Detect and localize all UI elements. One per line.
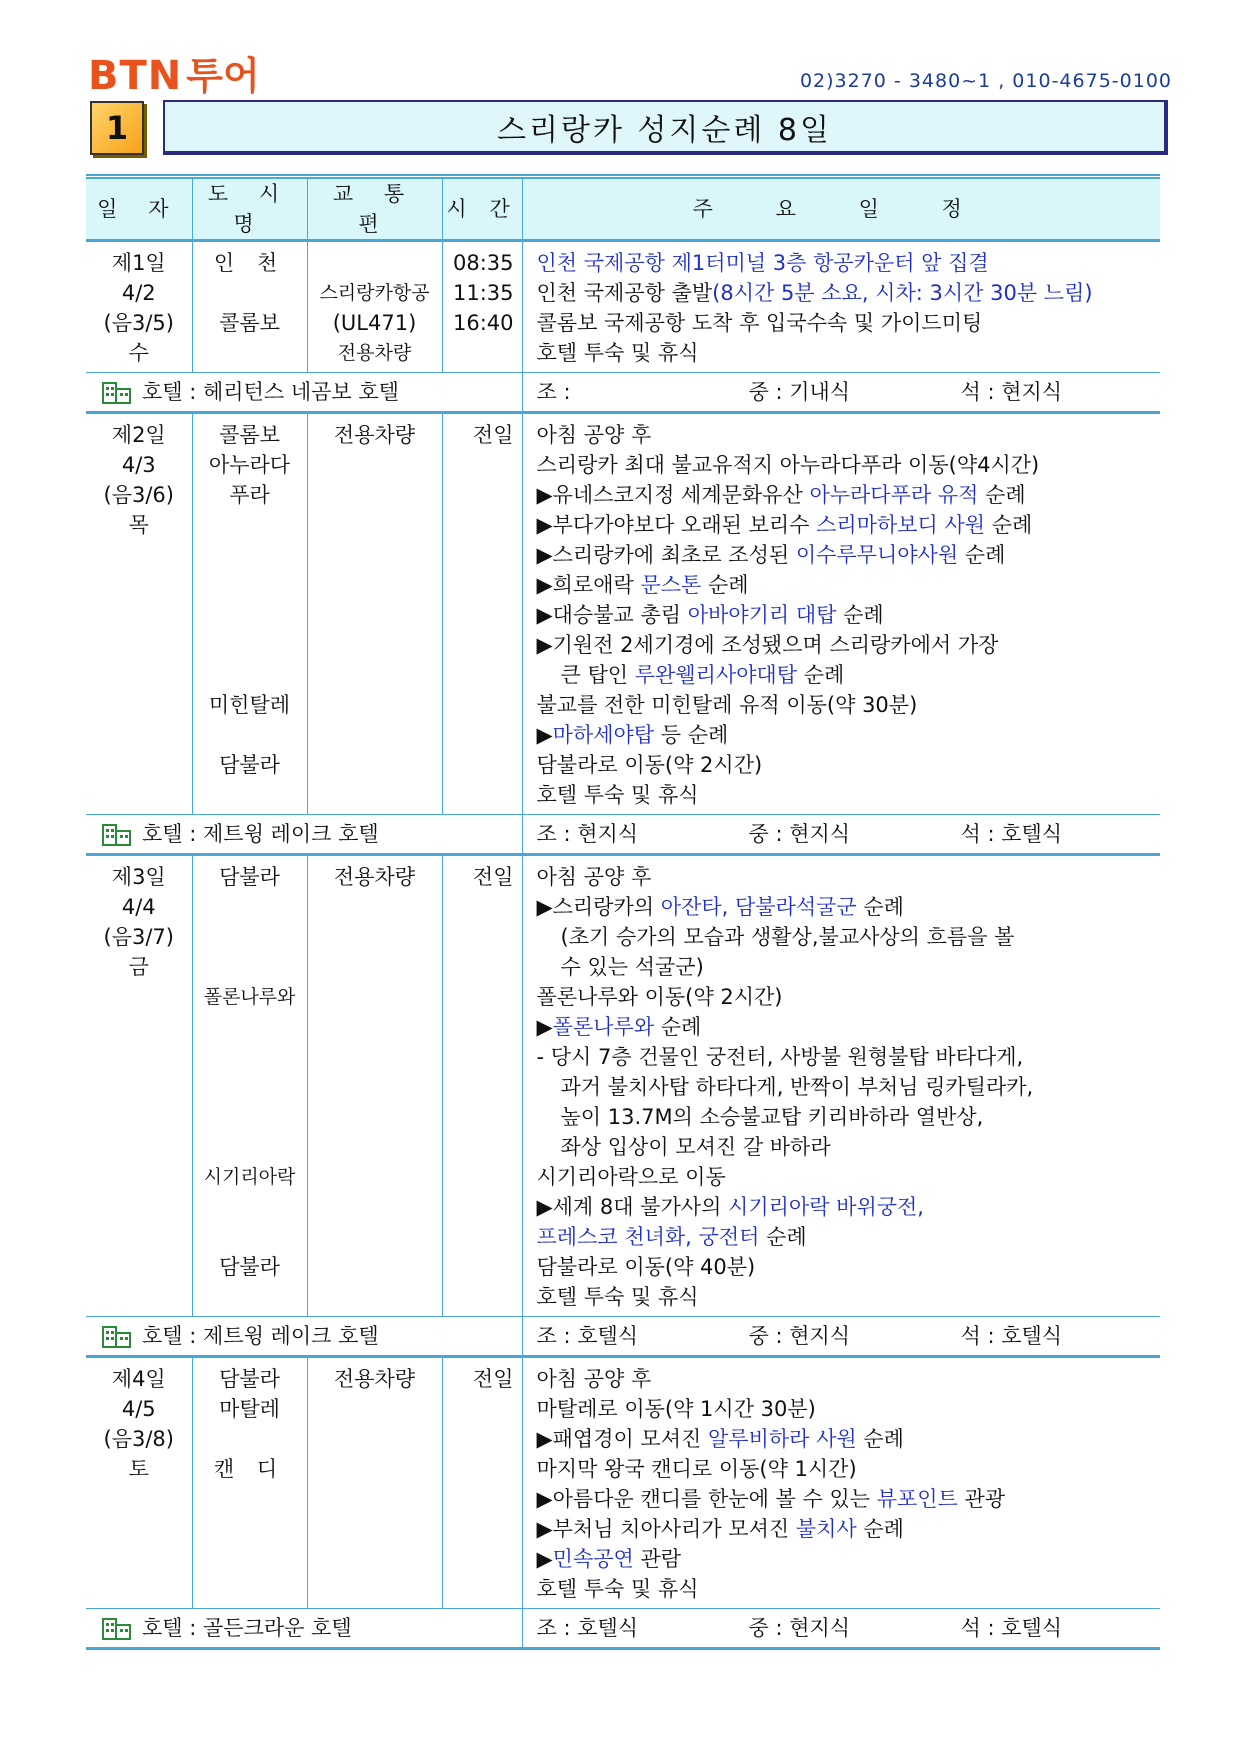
schedule-text: 순례 — [759, 1225, 807, 1249]
time: 전일 — [472, 423, 514, 447]
hotel-name: 호텔 : 제트윙 레이크 호텔 — [142, 1324, 379, 1348]
hotel-meal-row-1 — [86, 373, 1160, 413]
schedule-line: 담불라로 이동(약 40분) — [536, 1255, 756, 1279]
day-cities — [192, 241, 307, 373]
day-transport — [307, 855, 442, 1317]
meal-dinner: 석 : 호텔식 — [960, 1324, 1063, 1348]
time: 08:35 — [452, 251, 514, 275]
city: 미힌탈레 — [208, 693, 291, 717]
day-weekday: 금 — [128, 955, 149, 979]
schedule-highlight: 민속공연 — [552, 1547, 634, 1571]
schedule-text: 순례 — [958, 543, 1006, 567]
logo-suffix: 투어 — [186, 54, 260, 98]
day-cities — [192, 1357, 307, 1609]
day-date — [86, 1357, 192, 1609]
hotel-info — [86, 377, 522, 407]
day-schedule — [522, 413, 1160, 815]
schedule-text: 순례 — [856, 895, 904, 919]
schedule-line: 과거 불치사탑 하타다게, 반짝이 부처님 링카틸라카, — [560, 1075, 1034, 1099]
schedule-text: 순례 — [856, 1427, 904, 1451]
day-schedule — [522, 241, 1160, 373]
schedule-text: 순례 — [797, 663, 845, 687]
day-weekday: 목 — [128, 513, 149, 537]
day-lunar-date: (음3/8) — [103, 1427, 174, 1451]
day-cities — [192, 855, 307, 1317]
day-row-4 — [86, 1357, 1160, 1609]
city: 담불라 — [219, 753, 280, 777]
day-row-1 — [86, 241, 1160, 373]
schedule-text: 관광 — [957, 1487, 1006, 1511]
table-header — [86, 177, 1160, 241]
day-lunar-date: (음3/7) — [103, 925, 174, 949]
schedule-line — [537, 480, 1161, 510]
schedule-highlight: 뷰포인트 — [876, 1487, 958, 1511]
transport: (UL471) — [332, 311, 417, 335]
schedule-line: 불교를 전한 미힌탈레 유적 이동(약 30분) — [536, 693, 918, 717]
meal-dinner: 석 : 호텔식 — [960, 1616, 1063, 1640]
schedule-line — [537, 892, 1161, 922]
schedule-text: 인천 국제공항 출발 — [536, 281, 713, 305]
logo-brand: BTN — [88, 53, 183, 99]
day-weekday: 수 — [128, 341, 149, 365]
schedule-text: ▶ — [536, 1547, 553, 1571]
schedule-text: 순례 — [701, 573, 749, 597]
city: 인 천 — [213, 251, 286, 275]
building-icon — [102, 1616, 132, 1640]
meal-lunch: 중 : 현지식 — [748, 822, 851, 846]
city — [193, 278, 307, 308]
hotel-name: 호텔 : 제트윙 레이크 호텔 — [142, 822, 379, 846]
city: 담불라 — [219, 1255, 280, 1279]
time: 16:40 — [452, 311, 514, 335]
day-label: 제3일 — [111, 865, 166, 889]
schedule-text: ▶유네스코지정 세계문화유산 — [536, 483, 810, 507]
day-row-2 — [86, 413, 1160, 815]
schedule-line: 인천 국제공항 제1터미널 3층 항공카운터 앞 집결 — [536, 251, 989, 275]
hotel-meal-row-2 — [86, 815, 1160, 855]
schedule-line: 담불라로 이동(약 2시간) — [536, 753, 763, 777]
schedule-line: 시기리아락으로 이동 — [536, 1165, 726, 1189]
schedule-text: ▶패엽경이 모셔진 — [536, 1427, 709, 1451]
day-lunar-date: (음3/6) — [103, 483, 174, 507]
schedule-line: 수 있는 석굴군) — [560, 955, 704, 979]
hotel-info — [86, 1321, 522, 1351]
day-times — [442, 1357, 522, 1609]
col-city: 도 시 명 — [192, 177, 307, 241]
schedule-line — [537, 1012, 1161, 1042]
schedule-line: 높이 13.7M의 소승불교탑 키리바하라 열반상, — [560, 1105, 984, 1129]
building-icon — [102, 380, 132, 404]
schedule-line: 아침 공양 후 — [536, 1367, 652, 1391]
schedule-highlight: 마하세야탑 — [552, 723, 655, 747]
city: 시기리아락 — [203, 1166, 296, 1188]
schedule-text: 큰 탑인 — [560, 663, 635, 687]
schedule-text: ▶대승불교 총림 — [536, 603, 688, 627]
schedule-highlight: 문스톤 — [640, 573, 702, 597]
col-time: 시 간 — [442, 177, 522, 241]
building-icon — [102, 822, 132, 846]
day-label: 제2일 — [111, 423, 166, 447]
page-title: 스리랑카 성지순례 8일 — [163, 100, 1168, 155]
meal-breakfast: 조 : 호텔식 — [536, 1616, 639, 1640]
meal-lunch: 중 : 현지식 — [748, 1324, 851, 1348]
col-transport: 교 통 편 — [307, 177, 442, 241]
meals — [537, 819, 1161, 849]
schedule-line: 호텔 투숙 및 휴식 — [536, 1285, 699, 1309]
schedule-text: ▶희로애락 — [536, 573, 641, 597]
schedule-line: 콜롬보 국제공항 도착 후 입국수속 및 가이드미팅 — [536, 311, 983, 335]
day-transport — [307, 241, 442, 373]
brand-logo — [88, 50, 260, 99]
schedule-line: 호텔 투숙 및 휴식 — [536, 783, 699, 807]
schedule-line: 호텔 투숙 및 휴식 — [536, 341, 699, 365]
time: 11:35 — [452, 281, 514, 305]
col-schedule: 주 요 일 정 — [522, 177, 1160, 241]
day-date — [86, 855, 192, 1317]
city: 푸라 — [229, 483, 270, 507]
schedule-text: 순례 — [985, 513, 1033, 537]
day-schedule — [522, 1357, 1160, 1609]
meal-lunch: 중 : 기내식 — [748, 380, 851, 404]
day-cities — [192, 413, 307, 815]
itinerary-sheet — [86, 174, 1160, 1650]
city: 마탈레 — [219, 1397, 280, 1421]
schedule-highlight: 폴론나루와 — [552, 1015, 655, 1039]
city — [193, 338, 307, 368]
hotel-info — [86, 1613, 522, 1643]
schedule-line — [537, 600, 1161, 630]
building-icon — [102, 1324, 132, 1348]
schedule-line — [537, 1544, 1161, 1574]
schedule-text: ▶아름다운 캔디를 한눈에 볼 수 있는 — [536, 1487, 877, 1511]
meal-breakfast: 조 : 현지식 — [536, 822, 639, 846]
hotel-info — [86, 819, 522, 849]
schedule-highlight: 시기리아락 바위궁전, — [728, 1195, 924, 1219]
schedule-text: ▶부다가야보다 오래된 보리수 — [536, 513, 817, 537]
day-schedule — [522, 855, 1160, 1317]
schedule-text: 등 순례 — [654, 723, 729, 747]
schedule-highlight: 프레스코 천녀화, 궁전터 — [536, 1225, 760, 1249]
schedule-line — [537, 540, 1161, 570]
schedule-line: 폴론나루와 이동(약 2시간) — [536, 985, 783, 1009]
meal-breakfast: 조 : — [536, 380, 571, 404]
day-transport — [307, 413, 442, 815]
schedule-line: 아침 공양 후 — [536, 423, 652, 447]
schedule-line: 스리랑카 최대 불교유적지 아누라다푸라 이동(약4시간) — [536, 453, 1040, 477]
schedule-text: 순례 — [978, 483, 1026, 507]
hotel-name: 호텔 : 헤리턴스 네곰보 호텔 — [142, 380, 399, 404]
schedule-line — [537, 720, 1161, 750]
day-label: 제1일 — [111, 251, 166, 275]
schedule-line — [537, 1514, 1161, 1544]
day-times — [442, 855, 522, 1317]
schedule-text: ▶ — [536, 1015, 553, 1039]
schedule-line — [537, 660, 1161, 690]
schedule-line — [537, 570, 1161, 600]
transport: 전용차량 — [333, 423, 416, 447]
schedule-text: ▶세계 8대 불가사의 — [536, 1195, 729, 1219]
hotel-meal-row-3 — [86, 1317, 1160, 1357]
time: 전일 — [472, 865, 514, 889]
schedule-line: (초기 승가의 모습과 생활상,불교사상의 흐름을 볼 — [560, 925, 1015, 949]
meal-dinner: 석 : 호텔식 — [960, 822, 1063, 846]
day-date-value: 4/4 — [121, 895, 156, 919]
transport: 전용차량 — [337, 342, 412, 364]
schedule-line: 호텔 투숙 및 휴식 — [536, 1577, 699, 1601]
transport — [308, 248, 442, 278]
schedule-highlight: 알루비하라 사원 — [708, 1427, 857, 1451]
itinerary-table — [86, 174, 1160, 1650]
time — [443, 338, 514, 368]
schedule-text: 순례 — [856, 1517, 904, 1541]
day-row-3 — [86, 855, 1160, 1317]
meals — [537, 1321, 1161, 1351]
schedule-line — [537, 1484, 1161, 1514]
schedule-highlight: 루완웰리사야대탑 — [634, 663, 798, 687]
city: 아누라다 — [208, 453, 291, 477]
transport: 전용차량 — [333, 865, 416, 889]
meals — [537, 1613, 1161, 1643]
page-number-badge: 1 — [90, 101, 144, 155]
schedule-highlight: 스리마하보디 사원 — [816, 513, 986, 537]
schedule-text: ▶ — [536, 723, 553, 747]
meal-dinner: 석 : 현지식 — [960, 380, 1063, 404]
schedule-highlight: 아잔타, 담불라석굴군 — [660, 895, 857, 919]
schedule-text: 관람 — [633, 1547, 682, 1571]
city: 폴론나루와 — [203, 986, 296, 1008]
city: 콜롬보 — [219, 423, 280, 447]
transport: 스리랑카항공 — [319, 282, 430, 304]
schedule-text: 순례 — [654, 1015, 702, 1039]
schedule-highlight: 이수루무니야사원 — [795, 543, 959, 567]
day-label: 제4일 — [111, 1367, 166, 1391]
schedule-line — [537, 278, 1161, 308]
schedule-text: 순례 — [836, 603, 884, 627]
city: 콜롬보 — [219, 311, 280, 335]
schedule-highlight: 아누라다푸라 유적 — [809, 483, 979, 507]
day-date — [86, 413, 192, 815]
schedule-line: 좌상 입상이 모셔진 갈 바하라 — [560, 1135, 831, 1159]
day-times — [442, 241, 522, 373]
schedule-line: ▶기원전 2세기경에 조성됐으며 스리랑카에서 가장 — [536, 633, 999, 657]
hotel-name: 호텔 : 골든크라운 호텔 — [142, 1616, 352, 1640]
schedule-line — [537, 1192, 1161, 1222]
day-lunar-date: (음3/5) — [103, 311, 174, 335]
day-weekday: 토 — [128, 1457, 149, 1481]
schedule-line: 마지막 왕국 캔디로 이동(약 1시간) — [536, 1457, 857, 1481]
day-date-value: 4/5 — [121, 1397, 156, 1421]
schedule-line: 마탈레로 이동(약 1시간 30분) — [536, 1397, 816, 1421]
schedule-highlight: 아바야기리 대탑 — [687, 603, 837, 627]
hotel-meal-row-4 — [86, 1609, 1160, 1649]
day-date — [86, 241, 192, 373]
schedule-line — [537, 1222, 1161, 1252]
day-date-value: 4/3 — [121, 453, 156, 477]
schedule-text: ▶스리랑카의 — [536, 895, 661, 919]
day-transport — [307, 1357, 442, 1609]
city: 담불라 — [219, 1367, 280, 1391]
schedule-line: - 당시 7층 건물인 궁전터, 사방불 원형불탑 바타다게, — [536, 1045, 1024, 1069]
city: 담불라 — [219, 865, 280, 889]
city: 캔 디 — [213, 1457, 286, 1481]
schedule-line — [537, 1424, 1161, 1454]
meal-lunch: 중 : 현지식 — [748, 1616, 851, 1640]
schedule-line — [537, 510, 1161, 540]
schedule-text: ▶스리랑카에 최초로 조성된 — [536, 543, 796, 567]
meals — [537, 377, 1161, 407]
time: 전일 — [472, 1367, 514, 1391]
meal-breakfast: 조 : 호텔식 — [536, 1324, 639, 1348]
schedule-line: 아침 공양 후 — [536, 865, 652, 889]
schedule-highlight: 불치사 — [795, 1517, 857, 1541]
transport: 전용차량 — [333, 1367, 416, 1391]
schedule-text: ▶부처님 치아사리가 모셔진 — [536, 1517, 796, 1541]
schedule-highlight: (8시간 5분 소요, 시차: 3시간 30분 느림) — [712, 281, 1093, 305]
day-times — [442, 413, 522, 815]
col-date: 일 자 — [86, 177, 192, 241]
day-date-value: 4/2 — [121, 281, 156, 305]
contact-phone: 02)3270 - 3480~1 , 010-4675-0100 — [799, 70, 1172, 92]
